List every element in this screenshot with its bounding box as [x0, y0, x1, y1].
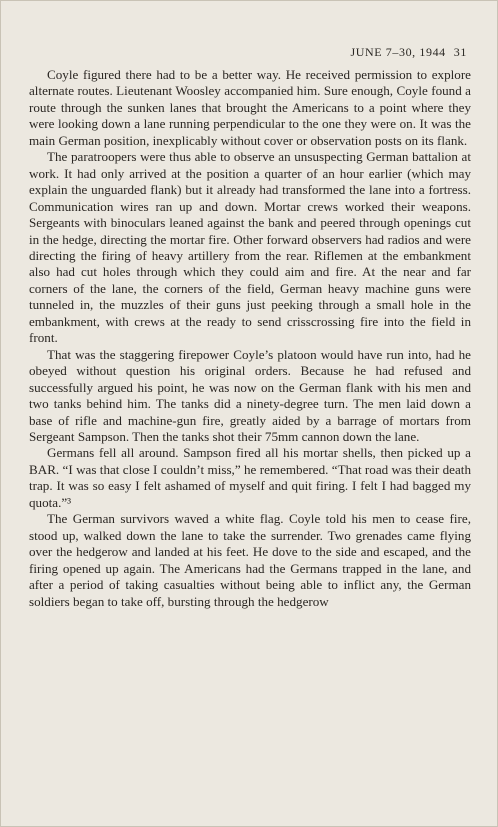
paragraph: The German survivors waved a white flag. Coyle told his men to cease fire, stood up, walked down the lane to take the surrender. Two grenades came flying over the hedgerow and landed at his feet. He dove to the side and escaped, and the firing opened up again. The Americans had the Germans trapped in the lane, and after a period of taking casualties without being able to inflict any, the German soldiers began to take off, bursting through the hedgerow	[29, 511, 471, 609]
running-head-title: JUNE 7–30, 1944	[350, 45, 446, 59]
page-number: 31	[453, 45, 467, 59]
body-text	[29, 67, 471, 610]
paragraph: Coyle figured there had to be a better way. He received permission to explore alternate routes. Lieutenant Woosley accompanied him. Sure enough, Coyle found a route through the sunken lanes that brought the Americans to a point where they were looking down a lane running perpendicular to the one they were on. It was the main German position, inexplicably without cover or observation posts on its flank.	[29, 67, 471, 148]
running-head	[350, 45, 467, 60]
paragraph: Germans fell all around. Sampson fired all his mortar shells, then picked up a BAR. “I was that close I couldn’t miss,” he remembered. “That road was their death trap. It was so easy I felt ashamed of myself and quit firing. I felt I had bagged my quota.”³	[29, 445, 471, 510]
paragraph: That was the staggering firepower Coyle’s platoon would have run into, had he obeyed without question his original orders. Because he had refused and successfully argued his point, he was now on the German flank with his men and two tanks behind him. The tanks did a ninety-degree turn. The men laid down a base of rifle and machine-gun fire, greatly aided by a barrage of mortars from Sergeant Sampson. Then the tanks shot their 75mm cannon down the lane.	[29, 346, 471, 444]
paragraph: The paratroopers were thus able to observe an unsuspecting German battalion at work. It had only arrived at the position a quarter of an hour earlier (which may explain the unguarded flank) but it already had transformed the lane into a fortress. Communication wires ran up and down. Mortar crews worked their weapons. Sergeants with binoculars leaned against the bank and peered through openings cut in the hedge, directing the mortar fire. Other forward observers had radios and were directing the firing of heavy artillery from the rear. Riflemen at the embankment also had cut holes through which they could aim and fire. At the near and far corners of the lane, the corners of the field, German heavy machine guns were tunneled in, the muzzles of their guns just peeking through a small hole in the embankment, with crews at the ready to send crisscrossing fire into the field in front.	[29, 149, 471, 346]
